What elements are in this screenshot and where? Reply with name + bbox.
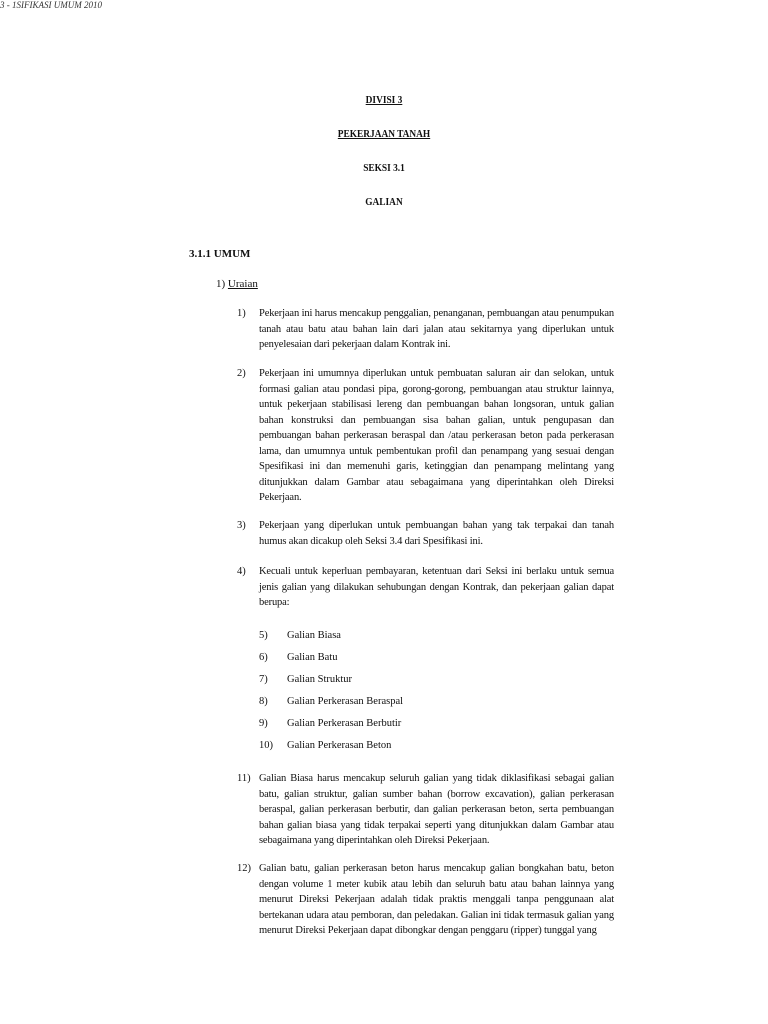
paragraph-number: 11)	[237, 773, 251, 784]
paragraph-3	[237, 518, 614, 549]
division-title: DIVISI 3	[365, 94, 403, 106]
paragraph-11	[237, 771, 614, 849]
paragraph-number: 1)	[237, 308, 246, 319]
running-header: 3 - 1SIFIKASI UMUM 2010	[0, 0, 102, 10]
list-item-number: 5)	[259, 630, 268, 641]
subsection-title: Uraian	[227, 278, 258, 290]
paragraph-number: 4)	[237, 566, 246, 577]
list-item	[259, 652, 337, 663]
list-item	[259, 674, 352, 685]
division-name: PEKERJAAN TANAH	[337, 128, 431, 140]
paragraph-text: Pekerjaan yang diperlukan untuk pembuangan bahan yang tak terpakai dan tanah humus akan dicakup oleh Seksi 3.4 dari Spesifikasi ini.	[259, 520, 614, 547]
paragraph-text: Pekerjaan ini harus mencakup penggalian, penanganan, pembuangan atau penumpukan tanah atau batu atau bahan lain dari jalan atau sekitarnya yang diperlukan untuk penyelesaian dari pekerjaan dalam Kontrak ini.	[259, 308, 614, 350]
list-item-number: 7)	[259, 674, 268, 685]
list-item-text: Galian Perkerasan Berbutir	[287, 718, 402, 729]
paragraph-4	[237, 564, 614, 611]
list-item	[259, 696, 403, 707]
list-item-number: 9)	[259, 718, 268, 729]
subsection-heading	[216, 278, 258, 290]
section-title: SEKSI 3.1	[363, 162, 405, 174]
subsection-number: 1)	[216, 278, 226, 290]
paragraph-number: 3)	[237, 520, 246, 531]
paragraph-number: 2)	[237, 368, 246, 379]
paragraph-number: 12)	[237, 863, 251, 874]
list-item-text: Galian Struktur	[287, 674, 353, 685]
list-item	[259, 718, 401, 729]
section-name: GALIAN	[365, 196, 403, 208]
paragraph-text: Pekerjaan ini umumnya diperlukan untuk pembuatan saluran air dan selokan, untuk formasi galian atau pondasi pipa, gorong-gorong, pembuangan atau struktur lainnya, untuk pekerjaan stabilisasi lereng dan pembuangan bahan longsoran, untuk galian bahan konstruksi dan pembuangan sisa bahan galian, untuk pengupasan dan pembuangan bahan perkerasan beraspal dan /atau perkerasan beton pada perkerasan lama, dan umumnya untuk pembentukan profil dan penampang yang sesuai dengan Spesifikasi ini dan memenuhi garis, ketinggian dan penampang melintang yang ditunjukkan dalam Gambar atau sebagaimana yang diperintahkan oleh Direksi Pekerjaan.	[259, 368, 614, 503]
paragraph-12	[237, 861, 614, 939]
list-item-number: 6)	[259, 652, 268, 663]
list-item	[259, 630, 341, 641]
paragraph-1	[237, 306, 614, 353]
title-block	[0, 94, 768, 230]
list-item-number: 10)	[259, 740, 273, 751]
paragraph-text: Galian batu, galian perkerasan beton harus mencakup galian bongkahan batu, beton dengan volume 1 meter kubik atau lebih dan seluruh batu atau bahan lainnya yang menurut Direksi Pekerjaan adalah tidak praktis menggali tanpa penggunaan alat bertekanan udara atau pemboran, dan peledakan. Galian ini tidak termasuk galian yang menurut Direksi Pekerjaan dapat dibongkar dengan penggaru (ripper) tunggal yang	[259, 863, 614, 936]
list-item-text: Galian Batu	[287, 652, 338, 663]
list-item-text: Galian Perkerasan Beraspal	[287, 696, 404, 707]
list-item-text: Galian Biasa	[287, 630, 341, 641]
paragraph-text: Galian Biasa harus mencakup seluruh galian yang tidak diklasifikasi sebagai galian batu, galian struktur, galian sumber bahan (borrow excavation), galian perkerasan beraspal, galian perkerasan berbutir, dan galian perkerasan beton, serta pembuangan bahan galian biasa yang tidak terpakai seperti yang ditunjukkan dalam Gambar atau sebagaimana yang diperintahkan oleh Direksi Pekerjaan.	[259, 773, 614, 846]
section-heading: 3.1.1 UMUM	[189, 248, 251, 260]
paragraph-text: Kecuali untuk keperluan pembayaran, ketentuan dari Seksi ini berlaku untuk semua jenis galian yang dilakukan sehubungan dengan Kontrak, dan pekerjaan galian dapat berupa:	[259, 566, 614, 608]
list-item-text: Galian Perkerasan Beton	[287, 740, 392, 751]
list-item-number: 8)	[259, 696, 268, 707]
paragraph-2	[237, 366, 614, 506]
list-item	[259, 740, 391, 751]
